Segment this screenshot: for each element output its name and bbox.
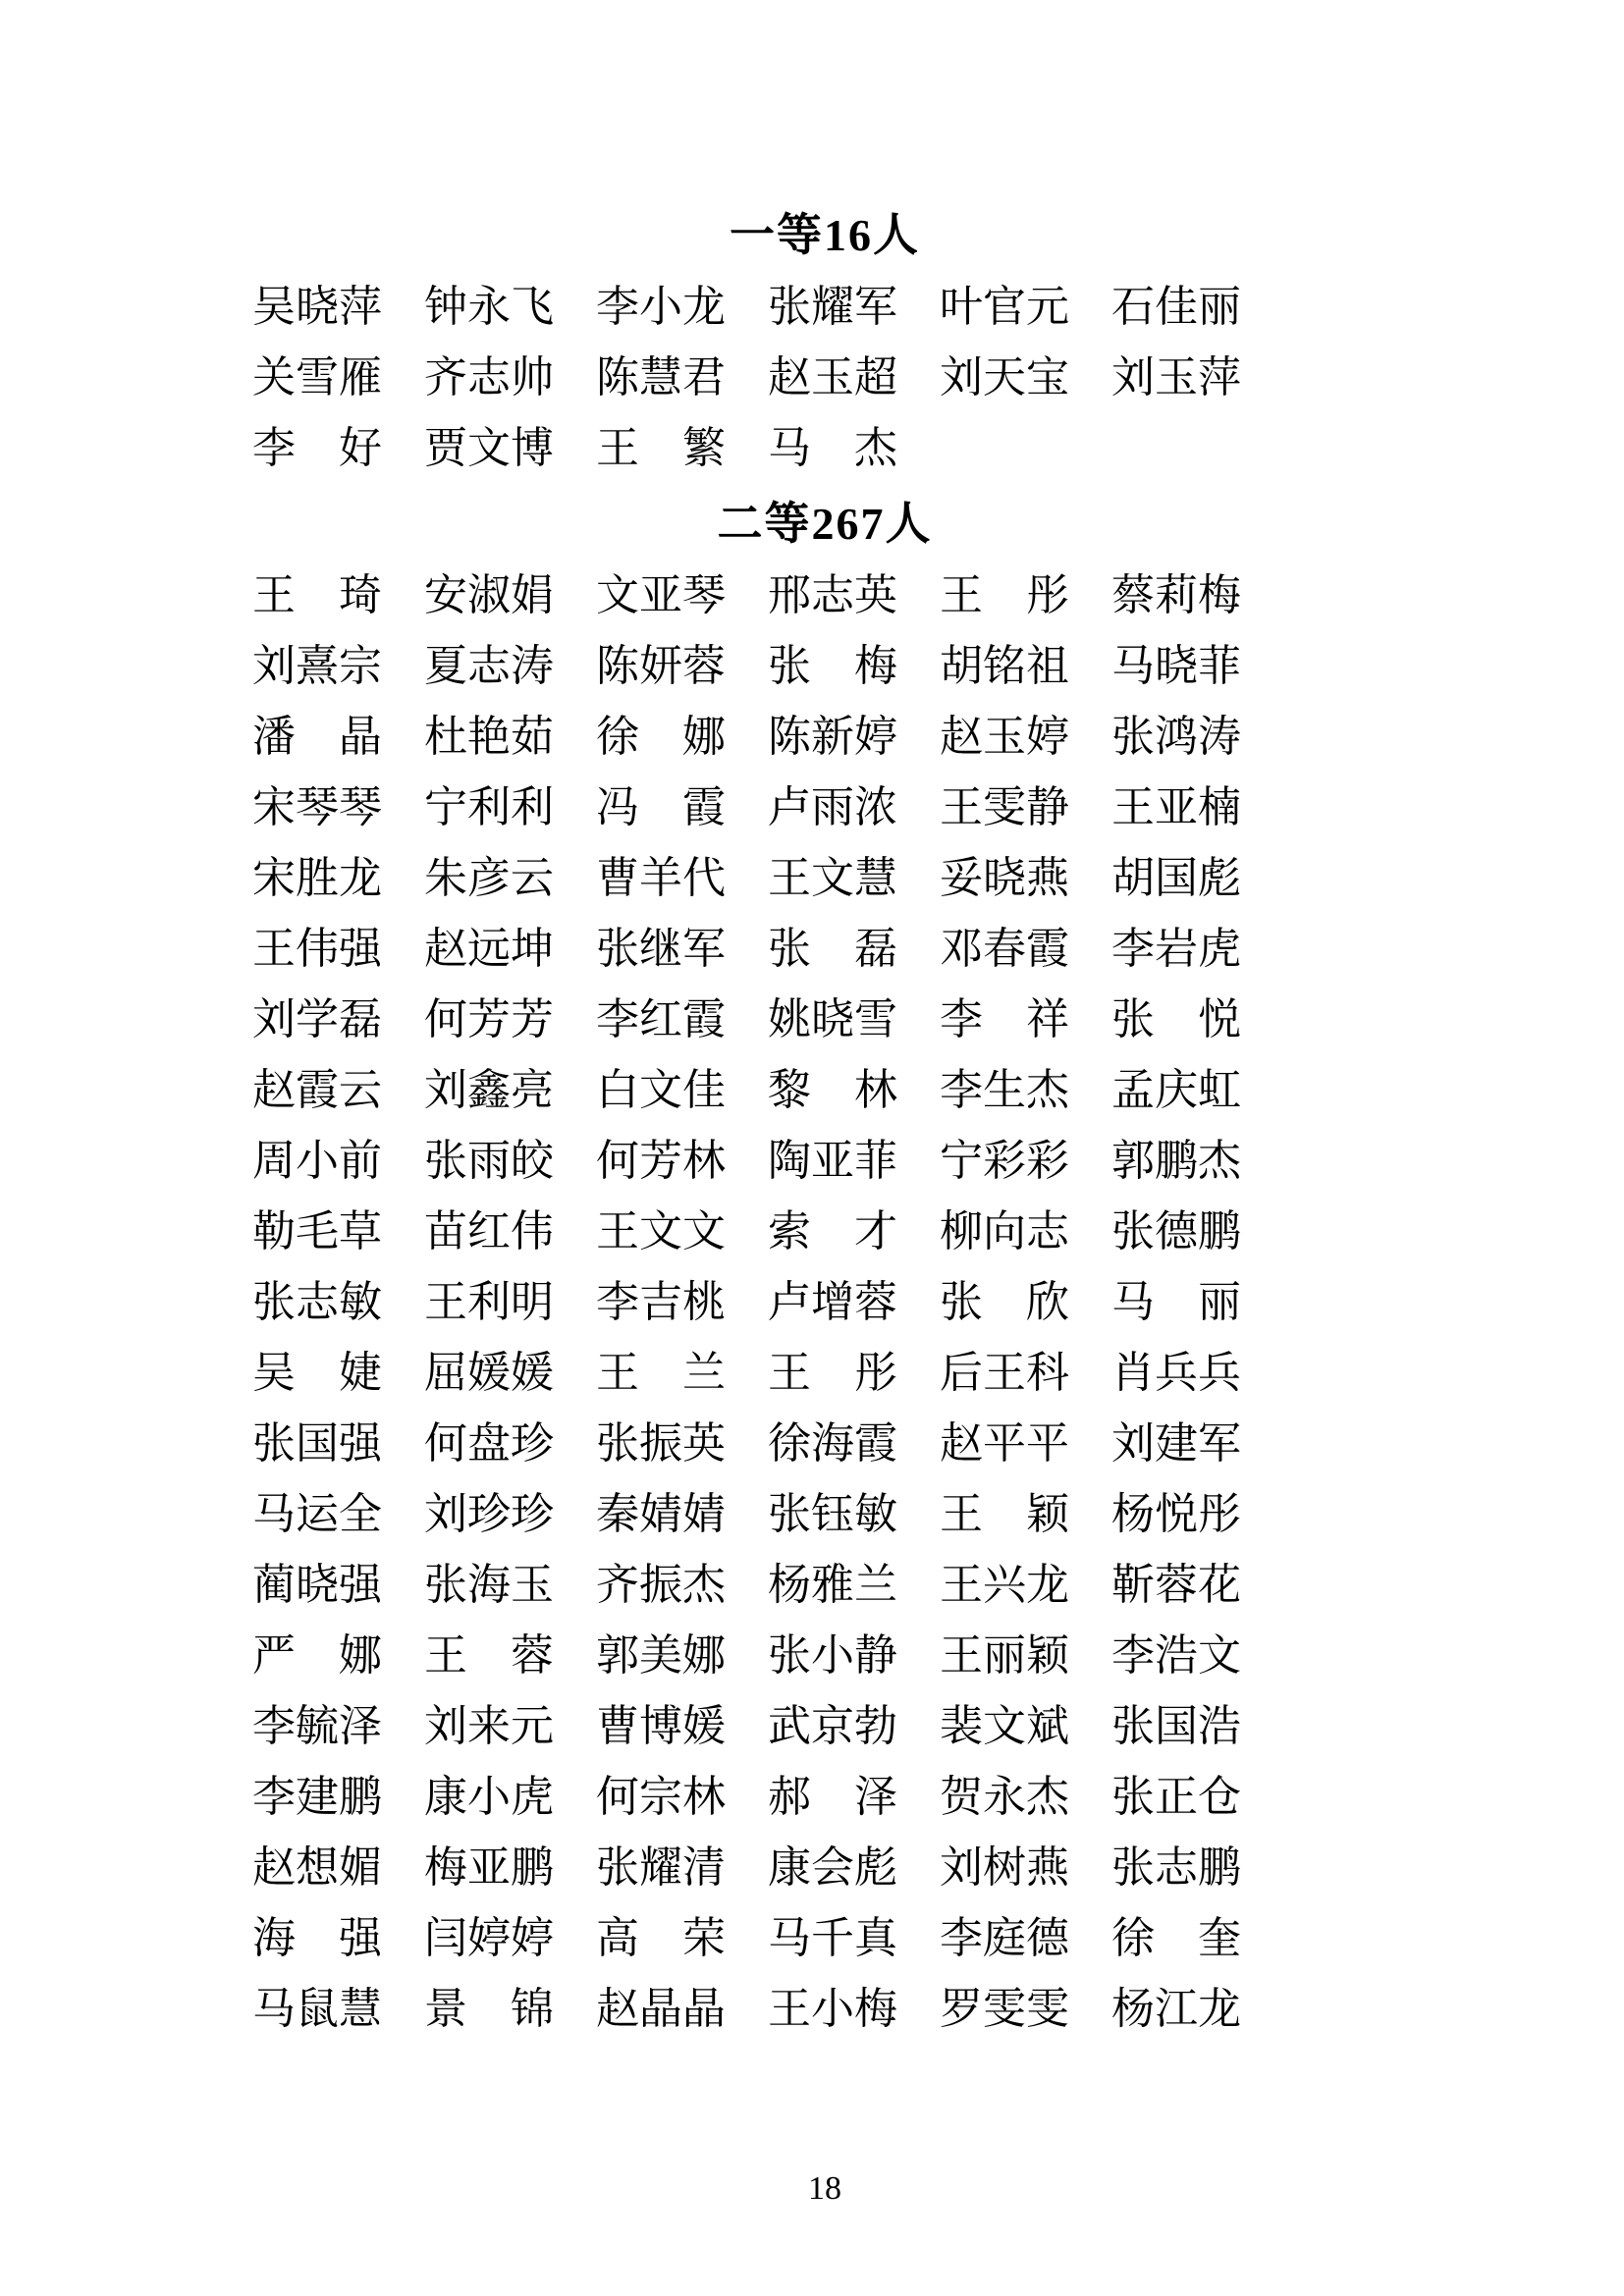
name-cell: 屈媛媛 [424, 1349, 554, 1397]
name-cell: 徐 奎 [1111, 1914, 1241, 1962]
name-cell: 张 欣 [940, 1278, 1069, 1326]
name-row [252, 272, 1397, 343]
name-cell: 陈新婷 [768, 713, 897, 761]
name-cell: 李岩虎 [1111, 925, 1241, 973]
name-cell: 张国浩 [1111, 1702, 1241, 1750]
name-cell: 曹羊代 [596, 854, 726, 902]
name-row [252, 1197, 1397, 1267]
name-cell: 李小龙 [596, 283, 726, 331]
name-cell: 李毓泽 [252, 1702, 382, 1750]
name-cell: 王 繁 [596, 424, 726, 472]
name-cell: 张正仓 [1111, 1773, 1241, 1821]
name-cell: 赵想媚 [252, 1843, 382, 1892]
name-cell: 陈慧君 [596, 353, 726, 401]
name-cell: 文亚琴 [596, 571, 726, 619]
name-cell: 马运全 [252, 1490, 382, 1538]
name-cell: 王文文 [596, 1207, 726, 1255]
name-cell: 康小虎 [424, 1773, 554, 1821]
name-cell: 梅亚鹏 [424, 1843, 554, 1892]
name-cell: 张鸿涛 [1111, 713, 1241, 761]
name-cell: 徐 娜 [596, 713, 726, 761]
name-cell: 陶亚菲 [768, 1137, 897, 1185]
name-cell: 景 锦 [424, 1985, 554, 2033]
name-cell: 康会彪 [768, 1843, 897, 1892]
name-cell: 刘鑫亮 [424, 1066, 554, 1114]
section-title-second-class: 二等267人 [717, 499, 933, 549]
name-cell: 李浩文 [1111, 1631, 1241, 1680]
name-row [252, 773, 1397, 843]
name-cell: 王 兰 [596, 1349, 726, 1397]
name-cell: 郝 泽 [768, 1773, 897, 1821]
name-cell: 何宗林 [596, 1773, 726, 1821]
page-content [252, 0, 1397, 2045]
name-cell: 马千真 [768, 1914, 897, 1962]
name-cell: 刘学磊 [252, 995, 382, 1043]
name-cell: 苗红伟 [424, 1207, 554, 1255]
name-cell: 张振英 [596, 1419, 726, 1468]
name-cell: 蔡莉梅 [1111, 571, 1241, 619]
name-cell: 何芳林 [596, 1137, 726, 1185]
name-row [252, 1974, 1397, 2045]
name-row [252, 1762, 1397, 1833]
name-cell: 齐志帅 [424, 353, 554, 401]
name-cell: 张国强 [252, 1419, 382, 1468]
name-row [252, 985, 1397, 1055]
name-cell: 齐振杰 [596, 1561, 726, 1609]
name-cell: 王 彤 [940, 571, 1069, 619]
name-cell: 徐海霞 [768, 1419, 897, 1468]
name-cell: 刘珍珍 [424, 1490, 554, 1538]
name-cell: 黎 林 [768, 1066, 897, 1114]
name-cell: 张钰敏 [768, 1490, 897, 1538]
name-cell: 李生杰 [940, 1066, 1069, 1114]
name-cell: 李 祥 [940, 995, 1069, 1043]
name-cell: 胡铭祖 [940, 642, 1069, 690]
name-cell: 夏志涛 [424, 642, 554, 690]
name-cell: 吴晓萍 [252, 283, 382, 331]
name-row [252, 1338, 1397, 1409]
name-cell: 周小前 [252, 1137, 382, 1185]
name-cell: 靳蓉花 [1111, 1561, 1241, 1609]
name-row [252, 914, 1397, 985]
name-row [252, 1903, 1397, 1974]
name-cell: 邢志英 [768, 571, 897, 619]
name-cell: 赵霞云 [252, 1066, 382, 1114]
name-cell: 秦婧婧 [596, 1490, 726, 1538]
name-cell: 张志敏 [252, 1278, 382, 1326]
name-cell: 吴 婕 [252, 1349, 382, 1397]
name-cell: 邓春霞 [940, 925, 1069, 973]
name-cell: 冯 霞 [596, 783, 726, 831]
name-cell: 李庭德 [940, 1914, 1069, 1962]
name-cell: 王文慧 [768, 854, 897, 902]
name-row [252, 1621, 1397, 1691]
name-cell: 闫婷婷 [424, 1914, 554, 1962]
name-cell: 李红霞 [596, 995, 726, 1043]
name-cell: 张 悦 [1111, 995, 1241, 1043]
name-cell: 肖兵兵 [1111, 1349, 1241, 1397]
name-cell: 王小梅 [768, 1985, 897, 2033]
name-cell: 武京勃 [768, 1702, 897, 1750]
name-cell: 李建鹏 [252, 1773, 382, 1821]
name-cell: 贺永杰 [940, 1773, 1069, 1821]
name-cell: 关雪雁 [252, 353, 382, 401]
name-cell: 杨江龙 [1111, 1985, 1241, 2033]
name-cell: 马 杰 [768, 424, 897, 472]
name-cell: 朱彦云 [424, 854, 554, 902]
name-grid-first-class [252, 272, 1397, 484]
name-cell: 安淑娟 [424, 571, 554, 619]
name-row [252, 413, 1397, 484]
name-cell: 陈妍蓉 [596, 642, 726, 690]
name-cell: 杨悦彤 [1111, 1490, 1241, 1538]
name-cell: 张 磊 [768, 925, 897, 973]
name-row [252, 1409, 1397, 1479]
name-cell: 张德鹏 [1111, 1207, 1241, 1255]
name-cell: 严 娜 [252, 1631, 382, 1680]
name-cell: 杨雅兰 [768, 1561, 897, 1609]
name-cell: 刘天宝 [940, 353, 1069, 401]
name-cell: 胡国彪 [1111, 854, 1241, 902]
section-title-first-class: 一等16人 [730, 210, 920, 260]
name-cell: 王兴龙 [940, 1561, 1069, 1609]
name-cell: 刘玉萍 [1111, 353, 1241, 401]
name-cell: 王亚楠 [1111, 783, 1241, 831]
name-row [252, 561, 1397, 631]
name-cell: 海 强 [252, 1914, 382, 1962]
name-cell: 马鼠慧 [252, 1985, 382, 2033]
name-cell: 卢增蓉 [768, 1278, 897, 1326]
name-cell: 张雨皎 [424, 1137, 554, 1185]
name-cell: 索 才 [768, 1207, 897, 1255]
name-cell: 何芳芳 [424, 995, 554, 1043]
name-cell: 王 颖 [940, 1490, 1069, 1538]
name-cell: 勒毛草 [252, 1207, 382, 1255]
name-cell: 钟永飞 [424, 283, 554, 331]
name-cell: 宋胜龙 [252, 854, 382, 902]
name-cell: 刘建军 [1111, 1419, 1241, 1468]
name-grid-second-class [252, 561, 1397, 2045]
name-cell: 杜艳茹 [424, 713, 554, 761]
name-cell: 郭美娜 [596, 1631, 726, 1680]
name-cell: 张志鹏 [1111, 1843, 1241, 1892]
name-cell: 潘 晶 [252, 713, 382, 761]
name-cell: 张小静 [768, 1631, 897, 1680]
name-cell: 石佳丽 [1111, 283, 1241, 331]
name-cell: 张继军 [596, 925, 726, 973]
name-cell: 王 彤 [768, 1349, 897, 1397]
name-row [252, 343, 1397, 413]
name-row [252, 1126, 1397, 1197]
name-cell: 宁利利 [424, 783, 554, 831]
name-row [252, 1550, 1397, 1621]
name-cell: 姚晓雪 [768, 995, 897, 1043]
name-cell: 李吉桃 [596, 1278, 726, 1326]
name-cell: 张海玉 [424, 1561, 554, 1609]
name-cell: 马 丽 [1111, 1278, 1241, 1326]
name-row [252, 1691, 1397, 1762]
name-cell: 马晓菲 [1111, 642, 1241, 690]
name-cell: 张 梅 [768, 642, 897, 690]
name-cell: 妥晓燕 [940, 854, 1069, 902]
name-cell: 赵玉婷 [940, 713, 1069, 761]
name-cell: 张耀清 [596, 1843, 726, 1892]
name-cell: 赵平平 [940, 1419, 1069, 1468]
name-cell: 王 蓉 [424, 1631, 554, 1680]
name-cell: 王 琦 [252, 571, 382, 619]
name-cell: 柳向志 [940, 1207, 1069, 1255]
name-cell: 赵玉超 [768, 353, 897, 401]
name-cell: 孟庆虹 [1111, 1066, 1241, 1114]
name-cell: 裴文斌 [940, 1702, 1069, 1750]
name-row [252, 631, 1397, 702]
name-cell: 赵远坤 [424, 925, 554, 973]
name-cell: 何盘珍 [424, 1419, 554, 1468]
name-cell: 刘熹宗 [252, 642, 382, 690]
name-cell: 郭鹏杰 [1111, 1137, 1241, 1185]
name-cell: 高 荣 [596, 1914, 726, 1962]
name-cell: 王利明 [424, 1278, 554, 1326]
name-cell: 宁彩彩 [940, 1137, 1069, 1185]
name-cell: 张耀军 [768, 283, 897, 331]
name-cell: 王雯静 [940, 783, 1069, 831]
name-cell: 刘树燕 [940, 1843, 1069, 1892]
name-cell: 卢雨浓 [768, 783, 897, 831]
name-cell: 王丽颖 [940, 1631, 1069, 1680]
name-cell: 赵晶晶 [596, 1985, 726, 2033]
name-cell: 李 好 [252, 424, 382, 472]
page-number: 18 [808, 2170, 841, 2207]
name-cell: 罗雯雯 [940, 1985, 1069, 2033]
name-cell: 蔺晓强 [252, 1561, 382, 1609]
name-cell: 白文佳 [596, 1066, 726, 1114]
name-cell: 宋琴琴 [252, 783, 382, 831]
name-row [252, 702, 1397, 773]
name-cell: 贾文博 [424, 424, 554, 472]
name-cell: 刘来元 [424, 1702, 554, 1750]
name-row [252, 1479, 1397, 1550]
name-row [252, 843, 1397, 914]
name-cell: 王伟强 [252, 925, 382, 973]
name-cell: 曹博媛 [596, 1702, 726, 1750]
name-row [252, 1055, 1397, 1126]
name-cell: 后王科 [940, 1349, 1069, 1397]
name-row [252, 1267, 1397, 1338]
name-row [252, 1833, 1397, 1903]
name-cell: 叶官元 [940, 283, 1069, 331]
